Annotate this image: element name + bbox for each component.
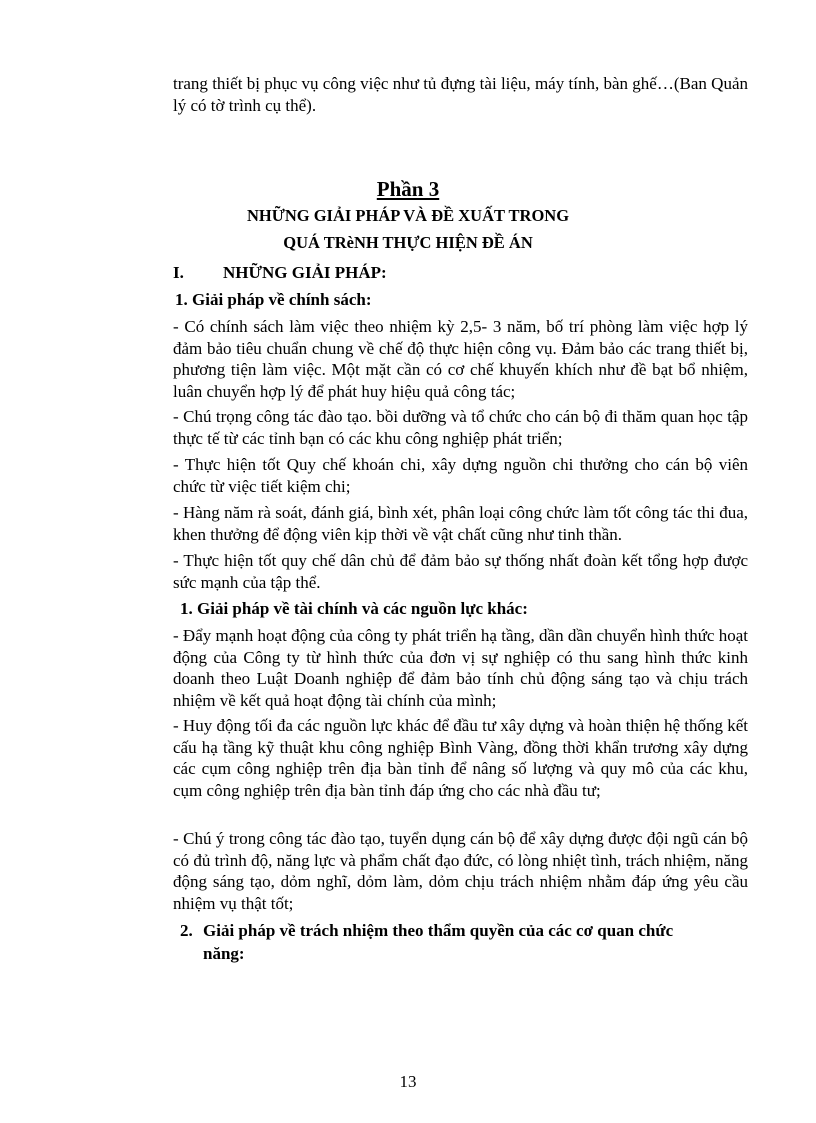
part-title: Phần 3 [376, 177, 440, 201]
subsection-3-title-line-1: Giải pháp về trách nhiệm theo thẩm quyền của các cơ quan chức [203, 921, 674, 940]
subsection-2-title: 1. Giải pháp về tài chính và các nguồn lực khác: [180, 599, 528, 618]
subsection-3-number: 2. [180, 921, 193, 940]
sub1-paragraph-1: - Có chính sách làm việc theo nhiệm kỳ 2,5- 3 năm, bố trí phòng làm việc hợp lý đảm bảo tiêu chuẩn chung về chế độ thực hiện công vụ. Đảm bảo các trang thiết bị, phương tiện làm việc. Một mặt cần có cơ chế khuyến khích như đề bạt bổ nhiệm, luân chuyển hợp lý để phát huy hiệu quả công tác; [173, 317, 748, 401]
sub2-paragraph-1: - Đẩy mạnh hoạt động của công ty phát triển hạ tầng, dần dần chuyển hình thức hoạt động của Công ty từ hình thức của đơn vị sự nghiệp có thu sang hình thức kinh doanh theo Luật Doanh nghiệp để đảm bảo tính chủ động sáng tạo và chịu trách nhiệm về kết quả hoạt động tài chính của mình; [173, 626, 748, 710]
subsection-3-title-line-2: năng: [203, 944, 245, 963]
sub2-paragraph-3: - Chú ý trong công tác đào tạo, tuyển dụng cán bộ để xây dựng được đội ngũ cán bộ có đủ trình độ, năng lực và phẩm chất đạo đức, có lòng nhiệt tình, trách nhiệm, năng động sáng tạo, dỏm nghĩ, dỏm làm, dỏm chịu trách nhiệm nhằm đáp ứng yêu cầu nhiệm vụ thật tốt; [173, 829, 748, 913]
subsection-1-title: 1. Giải pháp về chính sách: [175, 290, 372, 309]
intro-paragraph: trang thiết bị phục vụ công việc như tủ đựng tài liệu, máy tính, bàn ghế…(Ban Quản lý có tờ trình cụ thể). [173, 74, 748, 115]
sub1-paragraph-3: - Thực hiện tốt Quy chế khoán chi, xây dựng nguồn chi thưởng cho cán bộ viên chức từ việc tiết kiệm chi; [173, 455, 748, 496]
sub1-paragraph-2: - Chú trọng công tác đào tạo. bồi dưỡng và tổ chức cho cán bộ đi thăm quan học tập thực tế từ các tỉnh bạn có các khu công nghiệp phát triển; [173, 407, 748, 448]
part-subtitle-line-2: QUÁ TRèNH THỰC HIỆN ĐỀ ÁN [283, 233, 533, 252]
section-number: I. [173, 263, 184, 282]
section-title: NHỮNG GIẢI PHÁP: [223, 263, 387, 282]
sub1-paragraph-4: - Hàng năm rà soát, đánh giá, bình xét, phân loại công chức làm tốt công tác thi đua, khen thưởng để động viên kịp thời về vật chất cũng như tinh thần. [173, 503, 748, 544]
sub1-paragraph-5: - Thực hiện tốt quy chế dân chủ để đảm bảo sự thống nhất đoàn kết tổng hợp được sức mạnh của tập thể. [173, 551, 748, 592]
page-number: 13 [399, 1072, 417, 1091]
part-subtitle-line-1: NHỮNG GIẢI PHÁP VÀ ĐỀ XUẤT TRONG [246, 206, 570, 225]
sub2-paragraph-2: - Huy động tối đa các nguồn lực khác để đầu tư xây dựng và hoàn thiện hệ thống kết cấu hạ tầng kỹ thuật khu công nghiệp Bình Vàng, đồng thời khẩn trương xây dựng các cụm công nghiệp trên địa bàn tỉnh để nâng số lượng và quy mô của các khu, cụm công nghiệp trên địa bàn tỉnh đáp ứng cho các nhà đầu tư; [173, 716, 748, 800]
